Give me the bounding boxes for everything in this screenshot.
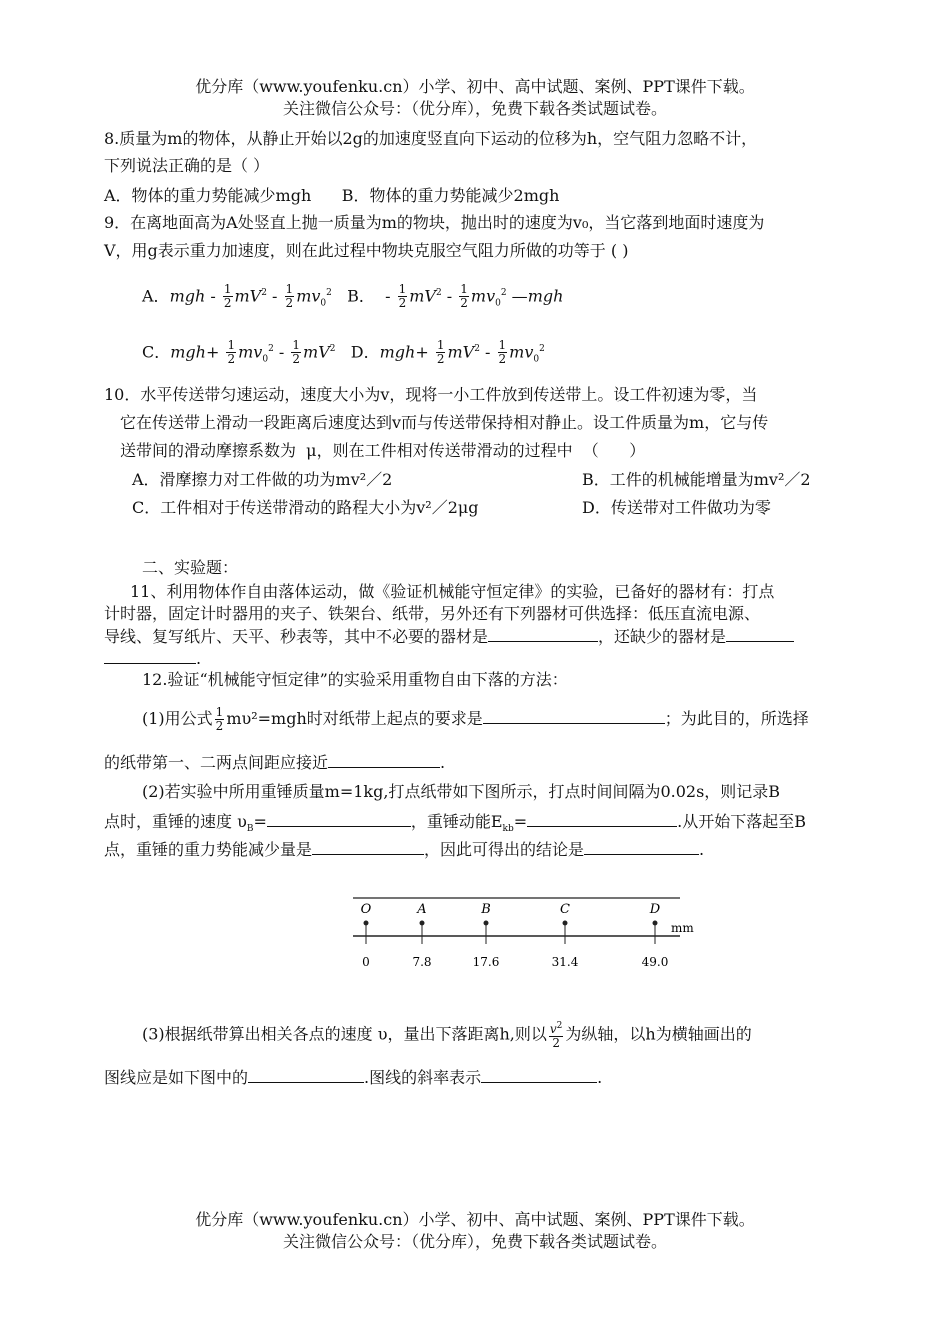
q11-line-3 [104,625,794,648]
header-line-1: 优分库（www.youfenku.cn）小学、初中、高中试题、案例、PPT课件下载。 [195,77,755,96]
q12-2-text-e: 点，重锤的重力势能减少量是 [104,840,313,859]
q9-options-cd: C．mgh+ $\frac{1}{2}$ $mv_0^2$ - $\frac{1}{2}$ $mV^2$ D．mgh+ $\frac{1}{2}$ $mV^2$ - $\frac{1}{2}$ $mv_0^2$ [142,338,545,367]
q12-part2-line2: 点时，重锤的速度 $\upsilon_B=$ ，重锤动能$E_{kb}=$ .从开始下落起至B [104,812,807,835]
q10-line-1: 10．水平传送带匀速运动，速度大小为v，现将一小工件放到传送带上。设工件初速为零，当 [104,385,758,404]
q8-line-2: 下列说法正确的是（ ） [104,156,270,175]
fraction-half: $\frac{1}{2}$ [498,338,507,367]
tape-label-a: A [417,902,427,917]
q12-2-blank-kinetic[interactable] [527,810,677,827]
q12-2-sub-kb: kb [502,824,514,835]
q12-part1-line2 [104,751,445,774]
q9-option-b-label: B． [347,286,375,306]
q12-2-text-d: .从开始下落起至B [677,812,807,831]
fraction-half: $\frac{1}{2}$ [285,282,294,311]
q11-line-4 [104,647,201,670]
q12-1-period: . [440,753,446,772]
fraction-v2-over-2: $\frac{v^2}{2}$ [549,1021,563,1050]
paper-tape-figure [345,892,700,974]
q12-3-blank-graph[interactable] [248,1066,364,1083]
q9-option-a-label: A． [142,286,170,306]
q12-1-blank-distance[interactable] [328,751,440,768]
q12-part3-line1 [142,1020,752,1050]
q10-line-2: 它在传送带上滑动一段距离后速度达到v而与传送带保持相对静止。设工件质量为m，它与传 [120,413,769,432]
q12-2-text-b: 点时，重锤的速度 υ [104,812,247,831]
q12-1-text-a: (1)用公式 [142,709,213,728]
q12-2-text-f: ，因此可得出的结论是 [424,840,585,859]
section-2-title: 二、实验题： [142,558,239,577]
q12-3-text-d: .图线的斜率表示 [364,1068,482,1087]
q10-option-a: A．滑摩擦力对工件做的功为mv²／2 [132,470,393,489]
q12-2-period: . [699,840,705,859]
tape-label-o: O [360,902,372,917]
q12-title: 12.验证“机械能守恒定律”的实验采用重物自由下落的方法： [142,670,568,689]
tape-value-d: 49.0 [641,955,669,969]
q12-3-text-b: 为纵轴，以h为横轴画出的 [565,1024,752,1044]
q12-2-sub-b: B [246,824,254,835]
q11-blank-missing[interactable] [726,625,794,642]
q12-part1-line1 [142,706,809,733]
footer-line-2: 关注微信公众号：（优分库），免费下载各类试题试卷。 [282,1232,667,1251]
q8-options: A．物体的重力势能减少mgh B．物体的重力势能减少2mgh [104,186,560,205]
q10-line-3: 送带间的滑动摩擦系数为 μ，则在工件相对传送带滑动的过程中 （ ） [120,441,646,460]
tape-value-a: 7.8 [412,955,432,969]
q12-part2-line3 [104,838,704,861]
header-line-2: 关注微信公众号：（优分库），免费下载各类试题试卷。 [282,99,667,118]
q12-1-text-d: 的纸带第一、二两点间距应接近 [104,753,329,772]
q12-2-blank-conclusion[interactable] [584,838,699,855]
q12-3-blank-slope[interactable] [481,1066,597,1083]
q11-blank-unneeded[interactable] [488,625,598,642]
q12-part3-line2 [104,1066,602,1089]
q11-text-b: ，还缺少的器材是 [598,627,727,646]
q12-3-period: . [597,1068,603,1087]
q12-1-blank-start[interactable] [483,707,665,724]
q11-period: . [196,649,202,668]
footer-line-1: 优分库（www.youfenku.cn）小学、初中、高中试题、案例、PPT课件下载。 [195,1210,755,1229]
q11-blank-missing-cont[interactable] [104,647,196,664]
q11-text-a: 导线、复写纸片、天平、秒表等，其中不必要的器材是 [104,627,489,646]
fraction-half: $\frac{1}{2}$ [460,282,468,311]
q9-line-1: 9．在离地面高为A处竖直上抛一质量为m的物块，抛出时的速度为v₀，当它落到地面时速度为 [104,213,765,232]
q10-option-b: B．工件的机械能增量为mv²／2 [582,470,811,489]
q12-3-text-a: (3)根据纸带算出相关各点的速度 υ，量出下落距离h,则以 [142,1024,547,1044]
q9-line-2: V，用g表示重力加速度，则在此过程中物块克服空气阻力所做的功等于 ( ) [104,241,629,260]
tape-label-b: B [481,902,491,917]
tape-value-o: 0 [362,955,370,969]
tape-unit: mm [671,921,694,935]
fraction-half: $\frac{1}{2}$ [227,338,236,367]
q10-option-d: D．传送带对工件做功为零 [582,498,771,517]
fraction-half: $\frac{1}{2}$ [223,282,232,311]
tape-label-d: D [649,902,661,917]
q9-option-d-label: D． [350,342,380,362]
tape-value-c: 31.4 [551,955,579,969]
q12-part2-line1: (2)若实验中所用重锤质量m=1kg,打点纸带如下图所示，打点时间间隔为0.02s，则记录B [142,782,781,801]
tape-value-b: 17.6 [472,955,500,969]
fraction-half: $\frac{1}{2}$ [436,338,445,367]
q8-line-1: 8.质量为m的物体，从静止开始以2g的加速度竖直向下运动的位移为h，空气阻力忽略不计， [104,129,758,148]
q11-line-2: 计时器，固定计时器用的夹子、铁架台、纸带，另外还有下列器材可供选择：低压直流电源、 [104,604,761,623]
q9-option-c-label: C． [142,342,171,362]
tape-label-c: C [560,902,570,917]
q12-2-blank-velocity[interactable] [267,810,411,827]
q12-2-text-c: ，重锤动能E [410,812,503,831]
fraction-half: $\frac{1}{2}$ [292,338,301,367]
q10-option-c: C．工件相对于传送带滑动的路程大小为v²／2μg [132,498,479,517]
fraction-half: $\frac{1}{2}$ [398,282,407,311]
q12-1-text-c: ；为此目的，所选择 [664,709,809,728]
q12-2-blank-potential[interactable] [312,838,424,855]
q12-3-text-c: 图线应是如下图中的 [104,1068,249,1087]
q11-line-1: 11、利用物体作自由落体运动，做《验证机械能守恒定律》的实验，已备好的器材有：打点 [130,582,775,601]
q12-1-text-b: mυ²=mgh时对纸带上起点的要求是 [226,709,483,728]
q9-options-ab: A．mgh - $\frac{1}{2}$ $mV^2$ - $\frac{1}{2}$ $mv_0^2$ B． - $\frac{1}{2}$ $mV^2$ - $\frac{1}{2}$ $mv_0^2$ —mgh [142,282,564,311]
fraction-half: $\frac{1}{2}$ [215,705,224,733]
